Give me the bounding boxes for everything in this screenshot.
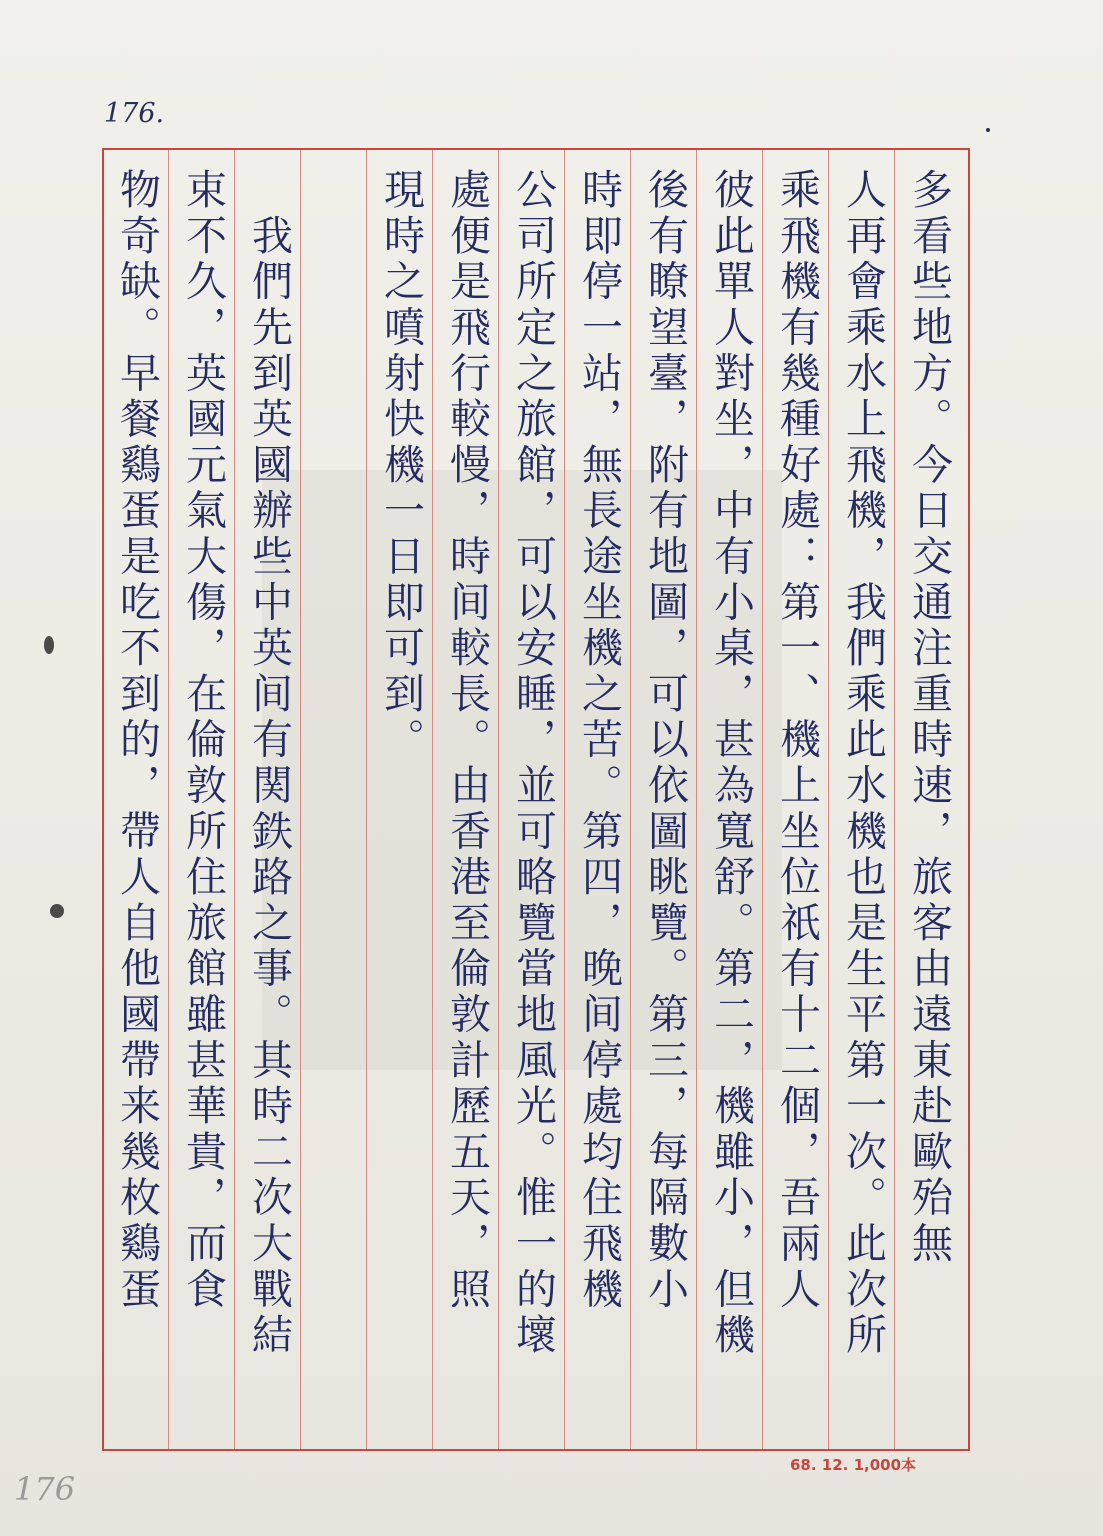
pencil-page-number: 176 xyxy=(14,1470,76,1508)
page-number: 176. xyxy=(104,98,165,129)
paper-blemish xyxy=(50,904,64,918)
text-column-5: 後有瞭望臺，附有地圖，可以依圖眺覽。第三，每隔數小 xyxy=(641,168,689,1313)
text-column-2: 人再會乘水上飛機，我們乘此水機也是生平第一次。此次所 xyxy=(839,168,887,1359)
text-column-12: 束不久，英國元氣大傷，在倫敦所住旅館雖甚華貴，而食 xyxy=(179,168,227,1313)
text-column-13: 物奇缺。早餐鷄蛋是吃不到的，帶人自他國帶来幾枚鷄蛋 xyxy=(113,168,161,1313)
text-column-9: 現時之噴射快機一日即可到。 xyxy=(377,168,425,764)
paper-blemish xyxy=(44,636,54,654)
text-column-1: 多看些地方。今日交通注重時速，旅客由遠東赴歐殆無 xyxy=(905,168,953,1268)
manuscript-text-body xyxy=(104,150,968,1449)
text-column-6: 時即停一站，無長途坐機之苦。第四，晚间停處均住飛機 xyxy=(575,168,623,1313)
text-column-11: 我們先到英國辦些中英间有関鉄路之事。其時二次大戰結 xyxy=(245,168,293,1359)
ink-tick-mark xyxy=(986,128,990,132)
text-column-8: 處便是飛行較慢，時间較長。由香港至倫敦計歷五天，照 xyxy=(443,168,491,1313)
printer-mark: 68. 12. 1,000本 xyxy=(790,1456,917,1474)
text-column-3: 乘飛機有幾種好處：第一、機上坐位祇有十二個，吾兩人 xyxy=(773,168,821,1313)
text-column-4: 彼此單人對坐，中有小桌，甚為寬舒。第二，機雖小，但機 xyxy=(707,168,755,1359)
text-column-7: 公司所定之旅館，可以安睡，並可略覽當地風光。惟一的壞 xyxy=(509,168,557,1359)
